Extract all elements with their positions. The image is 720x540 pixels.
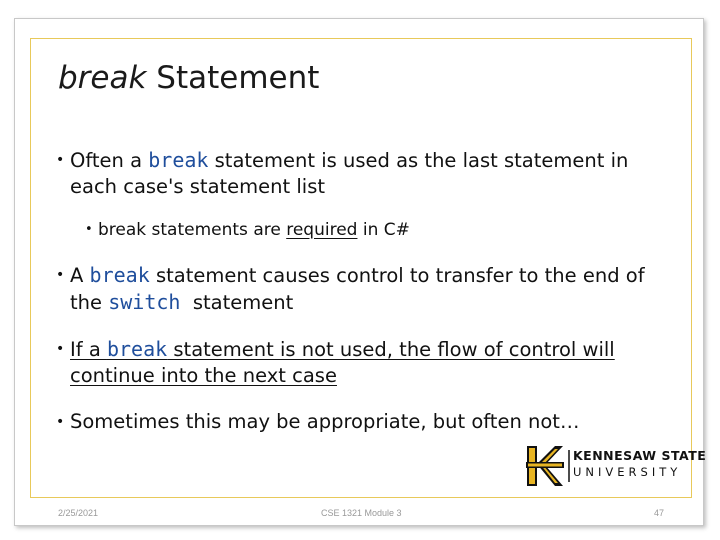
bullet-2-line-2-post: statement — [180, 291, 294, 314]
bullet-dot: • — [56, 152, 65, 168]
footer-page-number: 47 — [654, 508, 665, 518]
bullet-2-switch-code: switch — [108, 290, 181, 314]
sub-bullet-text-pre: break statements are — [98, 220, 287, 240]
bullet-2-line-2-pre: the — [70, 291, 109, 314]
bullet-dot: • — [56, 267, 65, 283]
title-keyword: break — [58, 60, 147, 96]
logo-line-1: KENNESAW STATE — [573, 448, 707, 463]
bullet-1-text-post: statement is used as the last statement in — [208, 149, 629, 172]
sub-bullet-underlined: required — [286, 220, 358, 240]
sub-bullet-1 — [85, 219, 410, 241]
ksu-logo — [525, 444, 707, 488]
slide-title — [58, 60, 319, 96]
bullet-3 — [56, 336, 615, 389]
footer-course: CSE 1321 Module 3 — [321, 508, 402, 518]
title-rest: Statement — [146, 60, 320, 96]
sub-bullet-text-post: in C# — [357, 220, 410, 240]
bullet-1-line-2: each case's statement list — [70, 175, 326, 198]
bullet-2-code: break — [89, 263, 150, 287]
bullet-1-text-pre: Often a — [70, 149, 149, 172]
logo-line-2: UNIVERSITY — [573, 465, 682, 479]
bullet-3-line-2: continue into the next case — [70, 364, 337, 387]
bullet-3-text-pre: If a — [70, 338, 107, 361]
bullet-1-code: break — [148, 148, 209, 172]
bullet-2 — [56, 262, 645, 316]
footer-date: 2/25/2021 — [58, 508, 99, 518]
bullet-2-text-pre: A — [70, 264, 90, 287]
bullet-3-text-post: statement is not used, the flow of control will — [167, 338, 615, 361]
bullet-4 — [56, 409, 580, 435]
bullet-1 — [56, 147, 629, 200]
bullet-dot: • — [85, 222, 93, 237]
bullet-3-code: break — [106, 337, 168, 361]
bullet-2-text-post: statement causes control to transfer to the end of — [149, 264, 645, 287]
bullet-dot: • — [56, 414, 65, 430]
bullet-4-text: Sometimes this may be appropriate, but often not… — [70, 410, 580, 433]
bullet-dot: • — [56, 341, 65, 357]
